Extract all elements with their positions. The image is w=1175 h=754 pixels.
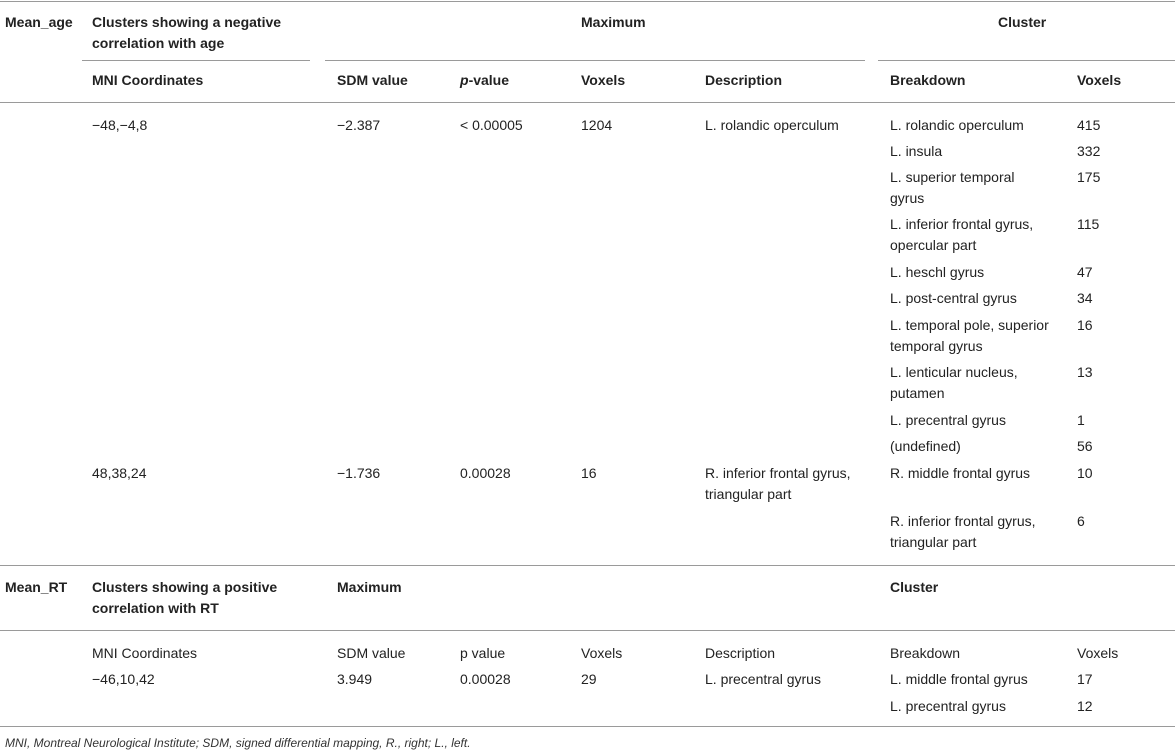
col-description-2: Description: [705, 645, 776, 661]
col-breakdown-2: Breakdown: [890, 645, 961, 661]
breakdown-label: L. lenticular nucleus, putamen: [890, 364, 1018, 401]
top-rule: [0, 1, 1175, 2]
row2-p: 0.00028: [460, 465, 511, 481]
col-cluster-voxels: Voxels: [1077, 72, 1122, 88]
col-mni-coordinates-2: MNI Coordinates: [92, 645, 198, 661]
col-p-value: [460, 70, 509, 91]
breakdown-voxels: 56: [1077, 438, 1093, 454]
breakdown-label: L. middle frontal gyrus: [890, 671, 1028, 687]
breakdown-voxels: 34: [1077, 290, 1093, 306]
bottom-rule: [0, 726, 1175, 727]
breakdown-label: L. heschl gyrus: [890, 264, 985, 280]
row2-sdm: −1.736: [337, 465, 381, 481]
breakdown-label: L. superior temporal gyrus: [890, 169, 1015, 206]
breakdown-label: L. inferior frontal gyrus, opercular part: [890, 216, 1034, 253]
breakdown-voxels: 47: [1077, 264, 1093, 280]
cluster-header-2: Cluster: [890, 579, 939, 595]
positive-correlation-header: Clusters showing a positive correlation with RT: [92, 579, 278, 616]
col-p-value-2: p value: [460, 645, 506, 661]
breakdown-voxels: 332: [1077, 143, 1101, 159]
breakdown-voxels: 415: [1077, 117, 1101, 133]
subheader-rule-maximum: [325, 60, 865, 61]
row2-mni: 48,38,24: [92, 465, 147, 481]
p-italic: p: [460, 72, 469, 88]
breakdown-label: L. temporal pole, superior temporal gyrus: [890, 317, 1049, 354]
col-cluster-voxels-2: Voxels: [1077, 645, 1119, 661]
subheader-rule-clusters: [82, 60, 310, 61]
section-divider-rule: [0, 565, 1175, 566]
maximum-header-2: Maximum: [337, 579, 402, 595]
table-footnote: MNI, Montreal Neurological Institute; SDM, signed differential mapping, R., right; L., left.: [5, 736, 471, 750]
rt-row-p: 0.00028: [460, 671, 511, 687]
rt-row-mni: −46,10,42: [92, 671, 155, 687]
breakdown-voxels: 12: [1077, 698, 1093, 714]
negative-correlation-header: Clusters showing a negative correlation with age: [92, 14, 282, 51]
col-voxels-2: Voxels: [581, 645, 623, 661]
col-description: Description: [705, 72, 783, 88]
breakdown-label: (undefined): [890, 438, 961, 454]
breakdown-voxels: 1: [1077, 412, 1085, 428]
mean-rt-label: Mean_RT: [5, 579, 68, 595]
breakdown-label: L. precentral gyrus: [890, 412, 1006, 428]
row1-sdm: −2.387: [337, 117, 381, 133]
rt-row-voxels: 29: [581, 671, 597, 687]
breakdown-label: R. inferior frontal gyrus, triangular part: [890, 513, 1036, 550]
breakdown-label: L. precentral gyrus: [890, 698, 1006, 714]
header-bottom-rule: [0, 102, 1175, 103]
breakdown-voxels: 175: [1077, 169, 1101, 185]
breakdown-voxels: 10: [1077, 465, 1093, 481]
breakdown-voxels: 17: [1077, 671, 1093, 687]
subheader-rule-cluster: [878, 60, 1175, 61]
breakdown-voxels: 115: [1077, 216, 1100, 232]
row1-mni: −48,−4,8: [92, 117, 148, 133]
breakdown-label: L. rolandic operculum: [890, 117, 1024, 133]
col-mni-coordinates: MNI Coordinates: [92, 72, 204, 88]
row2-voxels: 16: [581, 465, 597, 481]
cluster-header: Cluster: [998, 14, 1047, 30]
row1-description: L. rolandic operculum: [705, 117, 839, 133]
mean-age-label: Mean_age: [5, 14, 73, 30]
breakdown-label: L. post-central gyrus: [890, 290, 1017, 306]
breakdown-voxels: 16: [1077, 317, 1093, 333]
breakdown-voxels: 13: [1077, 364, 1093, 380]
maximum-header: Maximum: [581, 14, 646, 30]
breakdown-label: R. middle frontal gyrus: [890, 465, 1031, 481]
breakdown-label: L. insula: [890, 143, 943, 159]
row1-p: < 0.00005: [460, 117, 523, 133]
row2-description: R. inferior frontal gyrus, triangular part: [705, 465, 851, 502]
col-breakdown: Breakdown: [890, 72, 966, 88]
rt-row-sdm: 3.949: [337, 671, 373, 687]
rt-row-description: L. precentral gyrus: [705, 671, 821, 687]
p-suffix: -value: [468, 72, 510, 88]
col-sdm-value: SDM value: [337, 72, 408, 88]
col-sdm-value-2: SDM value: [337, 645, 406, 661]
col-voxels: Voxels: [581, 72, 626, 88]
breakdown-voxels: 6: [1077, 513, 1085, 529]
section2-header-rule: [0, 630, 1175, 631]
row1-voxels: 1204: [581, 117, 613, 133]
